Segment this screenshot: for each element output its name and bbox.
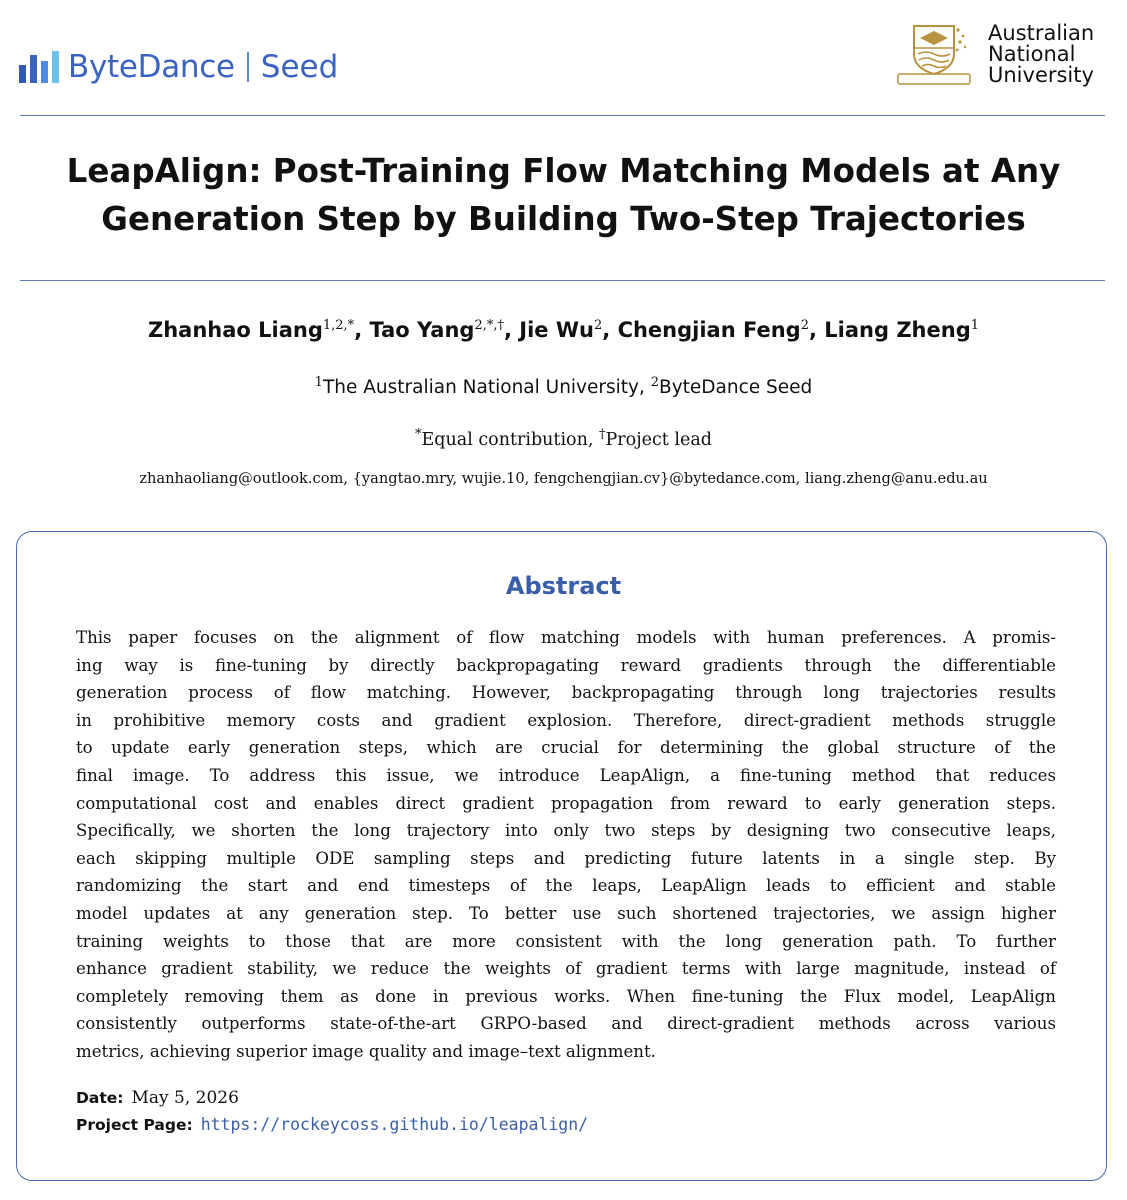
title-divider [20,280,1105,281]
abstract-line: consistently outperforms state-of-the-art GRPO-based and direct-gradient methods across various [76,1014,1056,1034]
abstract-line: generation process of flow matching. However, backpropagating through long trajectories results [76,683,1056,703]
affil-sup: 2 [650,375,660,390]
date-value: May 5, 2026 [131,1088,239,1108]
abstract-line: computational cost and enables direct gradient propagation from reward to early generation steps. [76,793,1056,813]
title-line: LeapAlign: Post-Training Flow Matching Models at Any [66,152,1061,190]
abstract-line: This paper focuses on the alignment of flow matching models with human preferences. A promis- [76,628,1056,647]
paper-title [0,147,1127,243]
project-page-label: Project Page: [76,1116,193,1134]
equal-contribution-note: Equal contribution, [421,429,594,450]
abstract-line: completely removing them as done in previous works. When fine-tuning the Flux model, LeapAlign [76,986,1056,1006]
affil-sup: 1 [314,375,323,390]
author-emails: zhanhaoliang@outlook.com, {yangtao.mry, wujie.10, fengchengjian.cv}@bytedance.com, liang.zheng@anu.edu.au [139,470,988,487]
abstract-line: final image. To address this issue, we introduce LeapAlign, a fine-tuning method that reduces [76,765,1056,785]
abstract-line: in prohibitive memory costs and gradient explosion. Therefore, direct-gradient methods struggle [76,710,1056,730]
abstract-line: enhance gradient stability, we reduce the weights of gradient terms with large magnitude, instead of [76,959,1056,979]
anu-logo [894,20,1094,88]
author-name: Chengjian Feng [617,318,801,342]
author-affil-sup: 1,2,* [322,318,355,333]
logo-divider [247,52,249,82]
project-lead-note: Project lead [605,429,712,450]
affil-name: The Australian National University [322,377,639,399]
bytedance-seed-logo [18,46,338,88]
author-name: Liang Zheng [824,318,971,342]
abstract-line: training weights to those that are more consistent with the long generation path. To further [76,931,1056,951]
abstract-line: Specifically, we shorten the long trajectory into only two steps by designing two consecutive leaps, [76,821,1056,841]
project-page-link[interactable]: https://rockeycoss.github.io/leapalign/ [200,1115,589,1134]
abstract-line: each skipping multiple ODE sampling steps and predicting future latents in a single step. By [76,848,1056,868]
abstract-line: to update early generation steps, which are crucial for determining the global structure of the [76,738,1056,758]
date-row [76,1088,239,1108]
anu-wordmark [988,20,1095,87]
author-affil-sup: 2,*,† [474,318,504,333]
abstract-line: metrics, achieving superior image quality and image–text alignment. [76,1041,656,1061]
anu-line: National [988,41,1076,66]
bytedance-logo-text: ByteDance [68,49,235,85]
author-name: Zhanhao Liang [147,318,323,342]
abstract-heading: Abstract [505,572,622,600]
header-divider [20,115,1105,116]
abstract-line: randomizing the start and end timesteps of the leaps, LeapAlign leads to efficient and stable [76,876,1056,896]
page-header [0,0,1127,115]
affiliation-list: $^1$The Australian National University, $^2$ByteDance Seed [314,375,813,399]
abstract-line: model updates at any generation step. To better use such shortened trajectories, we assign higher [76,903,1056,923]
author-list: Zhanhao Liang$^{1,2,*}$, Tao Yang$^{2,*,\dagger}$, Jie Wu$^2$, Chengjian Feng$^2$, Liang Zheng$^1$ [147,318,980,342]
author-name: Tao Yang [369,318,475,342]
affil-name: ByteDance Seed [659,377,813,399]
project-page-row [76,1115,588,1135]
author-affil-sup: 1 [970,318,980,333]
author-name: Jie Wu [519,318,594,342]
title-line: Generation Step by Building Two-Step Trajectories [101,200,1026,238]
abstract-line: ing way is fine-tuning by directly backpropagating reward gradients through the differentiable [76,655,1056,675]
bytedance-bars-icon [18,49,62,85]
note-sup: † [599,427,606,442]
abstract-body [76,624,1056,1066]
anu-crest-icon [894,20,974,88]
anu-line: Australian [988,20,1095,45]
seed-logo-text: Seed [260,49,339,85]
date-label: Date: [76,1089,124,1107]
author-affil-sup: 2 [800,318,809,333]
contribution-notes [0,427,1127,450]
author-affil-sup: 2 [593,318,603,333]
note-sup: * [415,427,422,442]
anu-line: University [988,62,1094,87]
